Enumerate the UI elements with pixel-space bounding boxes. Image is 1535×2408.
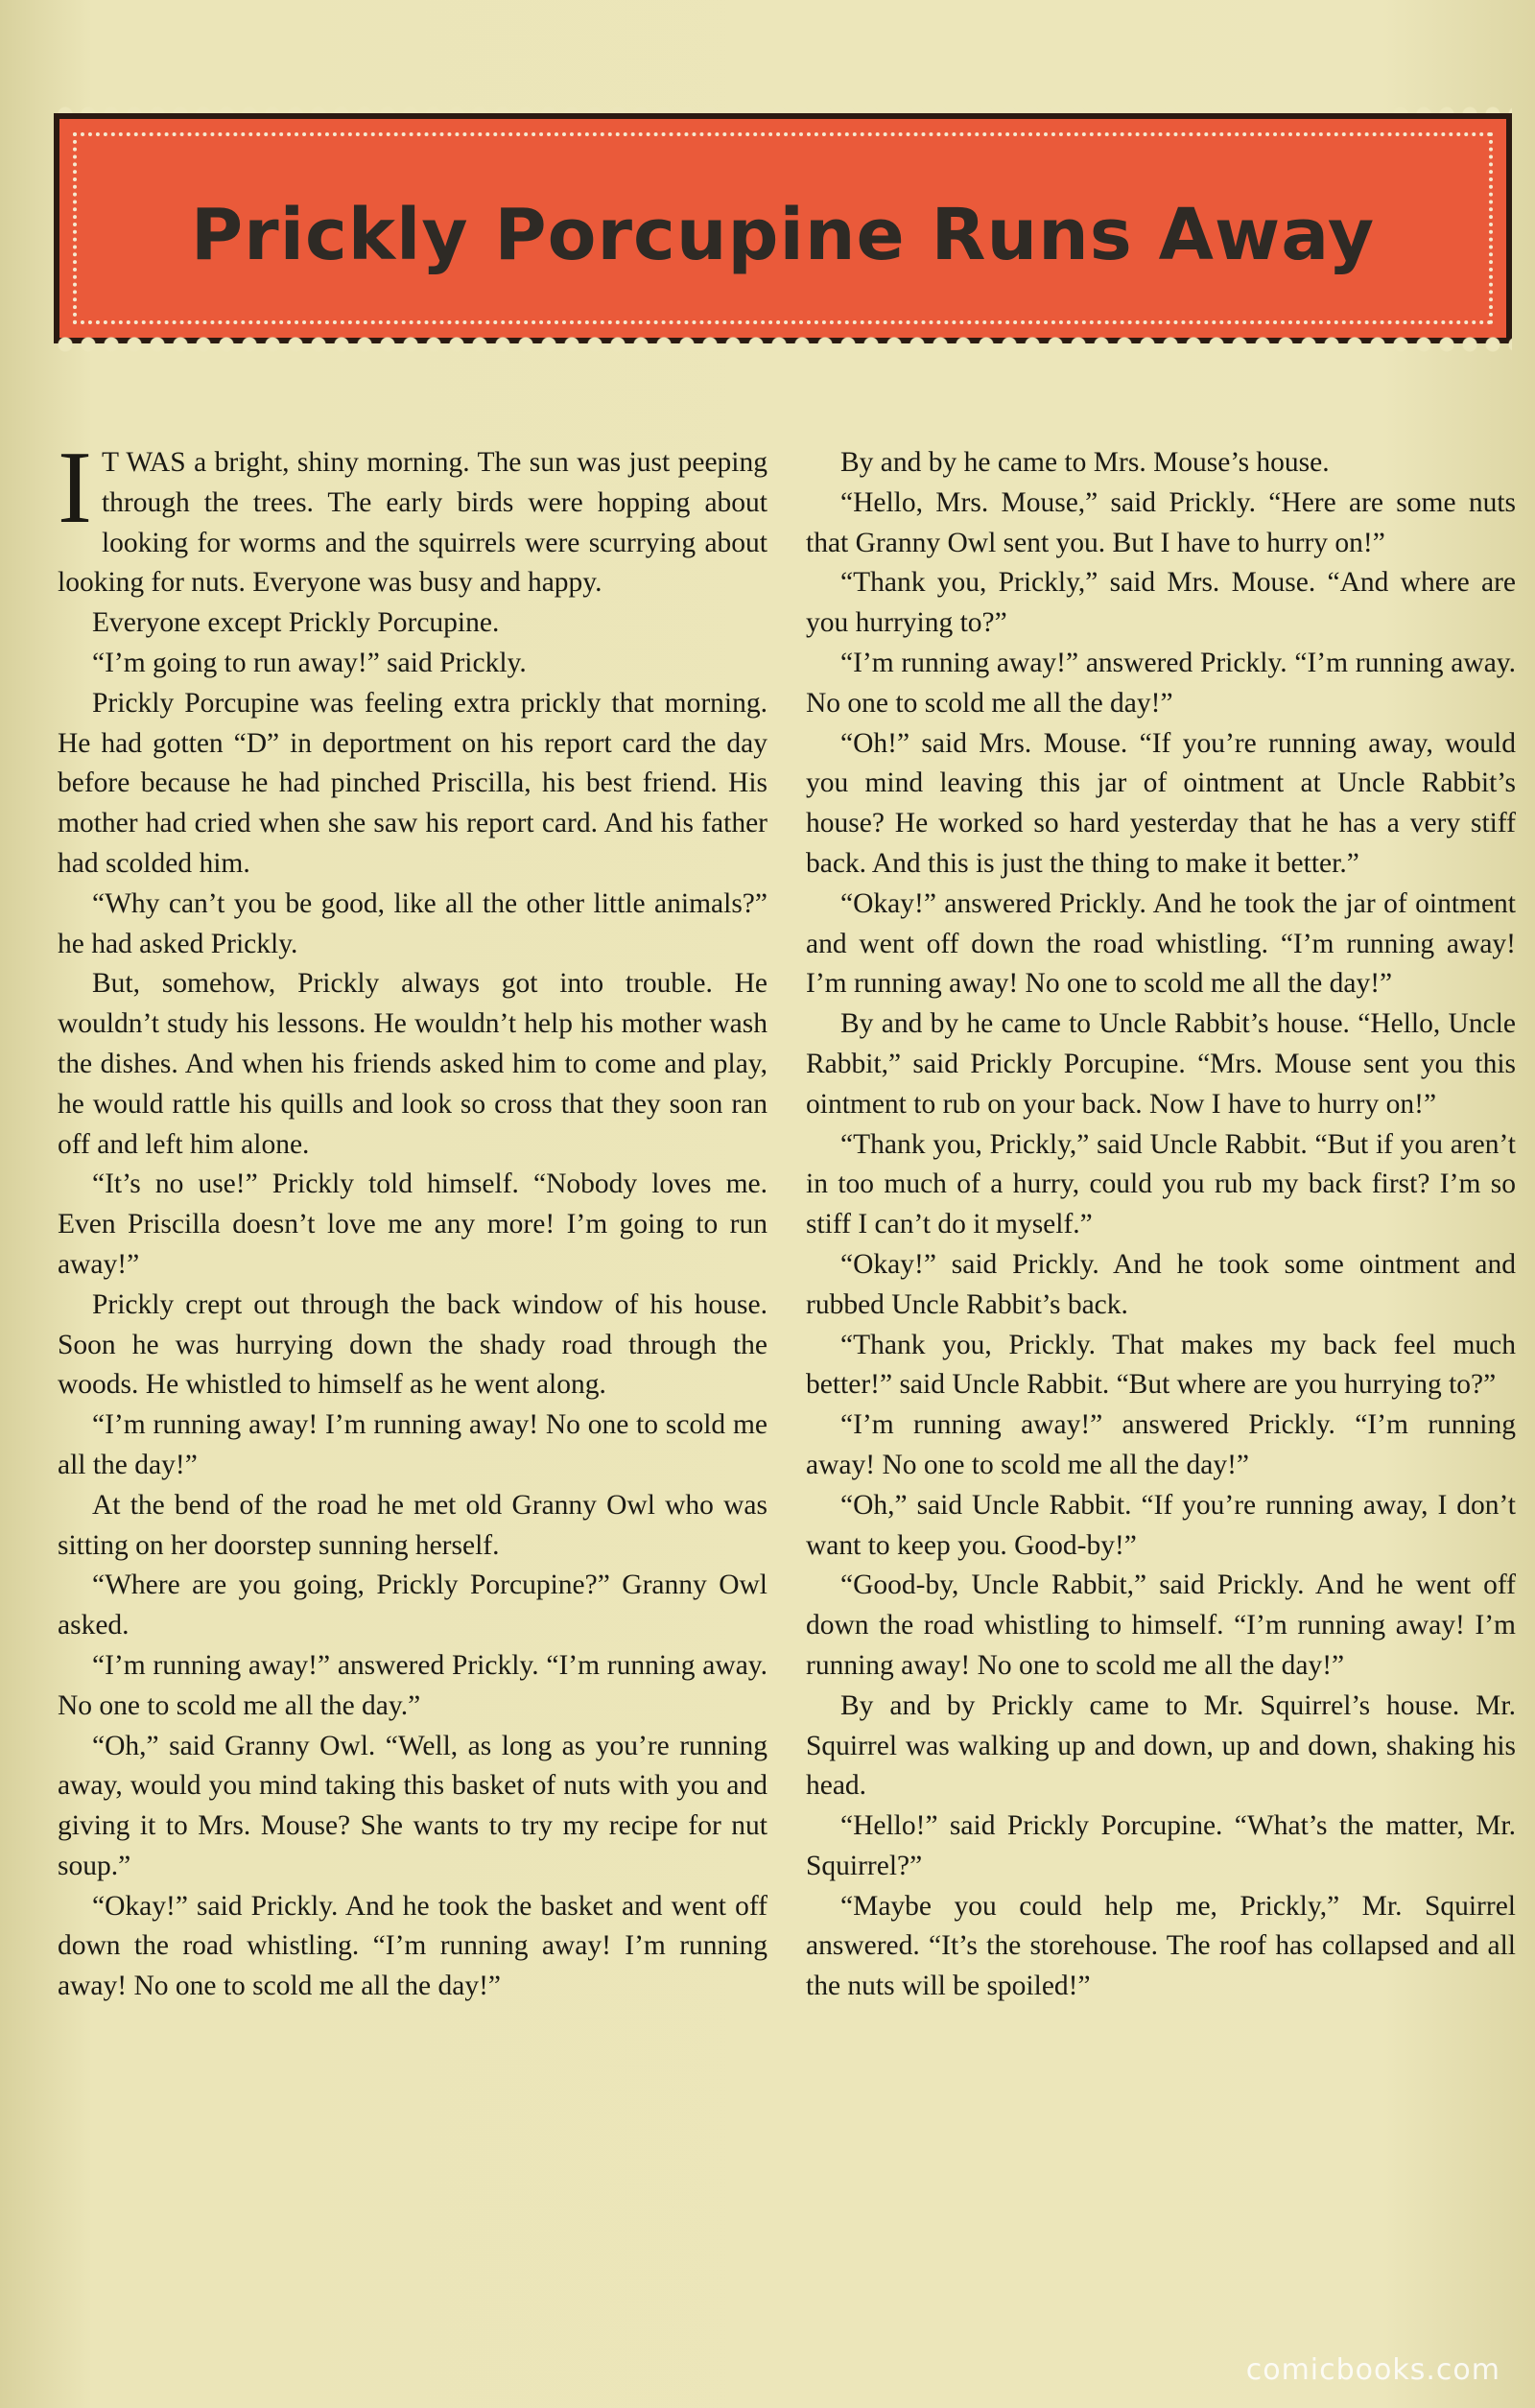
paragraph: “I’m running away!” answered Prickly. “I’m running away. No one to scold me all the day.” <box>58 1649 768 1721</box>
paragraph: “I’m running away! I’m running away! No one to scold me all the day!” <box>58 1409 768 1480</box>
paragraph: “Thank you, Prickly. That makes my back feel much better!” said Uncle Rabbit. “But where are you hurrying to?” <box>806 1329 1516 1401</box>
paragraph: “Thank you, Prickly,” said Uncle Rabbit. “But if you aren’t in too much of a hurry, could you rub my back first? I’m so stiff I can’t do it myself.” <box>806 1128 1516 1240</box>
paragraph: “Oh!” said Mrs. Mouse. “If you’re running away, would you mind leaving this jar of ointment at Uncle Rabbit’s house? He worked so hard yesterday that he has a very stiff back. And this is just the thing to make it better.” <box>806 727 1516 879</box>
paragraph: By and by Prickly came to Mr. Squirrel’s house. Mr. Squirrel was walking up and down, up and down, shaking his head. <box>806 1689 1516 1802</box>
drop-cap: I <box>58 431 92 545</box>
paragraph: “Good-by, Uncle Rabbit,” said Prickly. And he went off down the road whistling to himself. “I’m running away! I’m running away! No one to scold me all the day!” <box>806 1570 1516 1681</box>
paragraph: “Okay!” answered Prickly. And he took the jar of ointment and went off down the road whistling. “I’m running away! I’m running away! No one to scold me all the day!” <box>806 887 1516 1000</box>
paragraph: “It’s no use!” Prickly told himself. “Nobody loves me. Even Priscilla doesn’t love me any more! I’m going to run away!” <box>58 1169 768 1280</box>
paragraph: “Where are you going, Prickly Porcupine?” Granny Owl asked. <box>58 1570 768 1641</box>
paragraph: “Thank you, Prickly,” said Mrs. Mouse. “And where are you hurrying to?” <box>806 567 1516 639</box>
paragraph: By and by he came to Mrs. Mouse’s house. <box>840 447 1330 478</box>
paragraph: “Okay!” said Prickly. And he took the basket and went off down the road whistling. “I’m running away! I’m running away! No one to scold me all the day!” <box>58 1890 768 2002</box>
paragraph: “Hello, Mrs. Mouse,” said Prickly. “Here are some nuts that Granny Owl sent you. But I have to hurry on!” <box>806 486 1516 558</box>
paragraph <box>58 431 768 603</box>
paragraph: “Maybe you could help me, Prickly,” Mr. Squirrel answered. “It’s the storehouse. The roof has collapsed and all the nuts will be spoiled!” <box>806 1890 1516 2002</box>
story-title: Prickly Porcupine Runs Away <box>190 194 1376 276</box>
paragraph: Everyone except Prickly Porcupine. <box>92 607 500 639</box>
paragraph: “I’m going to run away!” said Prickly. <box>92 647 527 678</box>
paragraph: “Oh,” said Granny Owl. “Well, as long as you’re running away, would you mind taking this basket of nuts with you and giving it to Mrs. Mouse? She wants to try my recipe for nut soup.” <box>58 1730 768 1881</box>
paragraph: “Why can’t you be good, like all the other little animals?” he had asked Prickly. <box>58 887 768 959</box>
paragraph: “I’m running away!” answered Prickly. “I’m running away! No one to scold me all the day!” <box>806 1409 1516 1480</box>
paragraph: “Hello!” said Prickly Porcupine. “What’s the matter, Mr. Squirrel?” <box>806 1810 1516 1881</box>
paragraph: “Oh,” said Uncle Rabbit. “If you’re running away, I don’t want to keep you. Good-by!” <box>806 1489 1516 1561</box>
watermark: comicbooks.com <box>1245 2353 1500 2387</box>
story-column-left <box>58 431 768 2007</box>
title-banner <box>54 113 1512 343</box>
paragraph: By and by he came to Uncle Rabbit’s house. “Hello, Uncle Rabbit,” said Prickly Porcupine. “Mrs. Mouse sent you this ointment to rub on your back. Now I have to hurry on!” <box>806 1008 1516 1120</box>
paragraph-text: T WAS a bright, shiny morning. The sun was just peeping through the trees. The early birds were hopping about looking for worms and the squirrels were scurrying about looking for nuts. Everyone was busy and happy. <box>58 447 768 599</box>
paragraph: Prickly crept out through the back window of his house. Soon he was hurrying down the shady road through the woods. He whistled to himself as he went along. <box>58 1288 768 1401</box>
paragraph: “I’m running away!” answered Prickly. “I’m running away. No one to scold me all the day!” <box>806 647 1516 719</box>
paragraph: But, somehow, Prickly always got into trouble. He wouldn’t study his lessons. He wouldn’t help his mother wash the dishes. And when his friends asked him to come and play, he would rattle his quills and look so cross that they soon ran off and left him alone. <box>58 968 768 1160</box>
banner-scallop-bottom <box>54 336 1512 353</box>
paragraph: “Okay!” said Prickly. And he took some ointment and rubbed Uncle Rabbit’s back. <box>806 1248 1516 1320</box>
paragraph: At the bend of the road he met old Granny Owl who was sitting on her doorstep sunning herself. <box>58 1489 768 1561</box>
story-column-right <box>806 443 1516 2007</box>
paragraph: Prickly Porcupine was feeling extra prickly that morning. He had gotten “D” in deportment on his report card the day before because he had pinched Priscilla, his best friend. His mother had cried when she saw his report card. And his father had scolded him. <box>58 687 768 879</box>
